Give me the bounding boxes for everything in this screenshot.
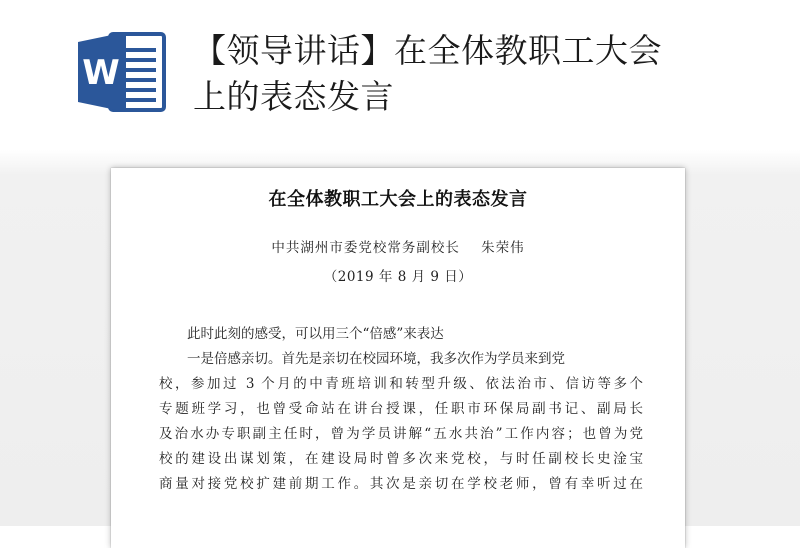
document-body — [159, 322, 643, 497]
paragraph-line: 商量对接党校扩建前期工作。其次是亲切在学校老师，曾有幸听过在 — [159, 476, 643, 492]
word-icon-letter: W — [82, 53, 120, 93]
paragraph-line: 一是倍感亲切。首先是亲切在校园环境，我多次作为学员来到党 — [187, 351, 565, 367]
paragraph-line: 校，参加过 3 个月的中青班培训和转型升级、依法治市、信访等多个 — [159, 376, 643, 392]
paragraph-line: 专题班学习，也曾受命站在讲台授课，任职市环保局副书记、副局长 — [159, 401, 643, 417]
document-author: 中共湖州市委党校常务副校长 朱荣伟 — [271, 240, 525, 256]
paragraph-line: 校的建设出谋划策，在建设局时曾多次来党校，与时任副校长史淦宝 — [159, 451, 643, 467]
paragraph-line: 及治水办专职副主任时，曾为学员讲解“五水共治”工作内容；也曾为党 — [159, 426, 643, 442]
page-title-line-1: 【领导讲话】在全体教职工大会 — [193, 31, 662, 70]
document-title: 在全体教职工大会上的表态发言 — [268, 189, 528, 210]
document-page — [111, 168, 685, 548]
document-date: （2019 年 8 月 9 日） — [323, 269, 473, 285]
word-icon — [76, 30, 168, 114]
paragraph-line: 此时此刻的感受，可以用三个“倍感”来表达 — [187, 326, 444, 342]
page-title-line-2: 上的表态发言 — [193, 77, 394, 116]
page-title — [193, 28, 773, 120]
